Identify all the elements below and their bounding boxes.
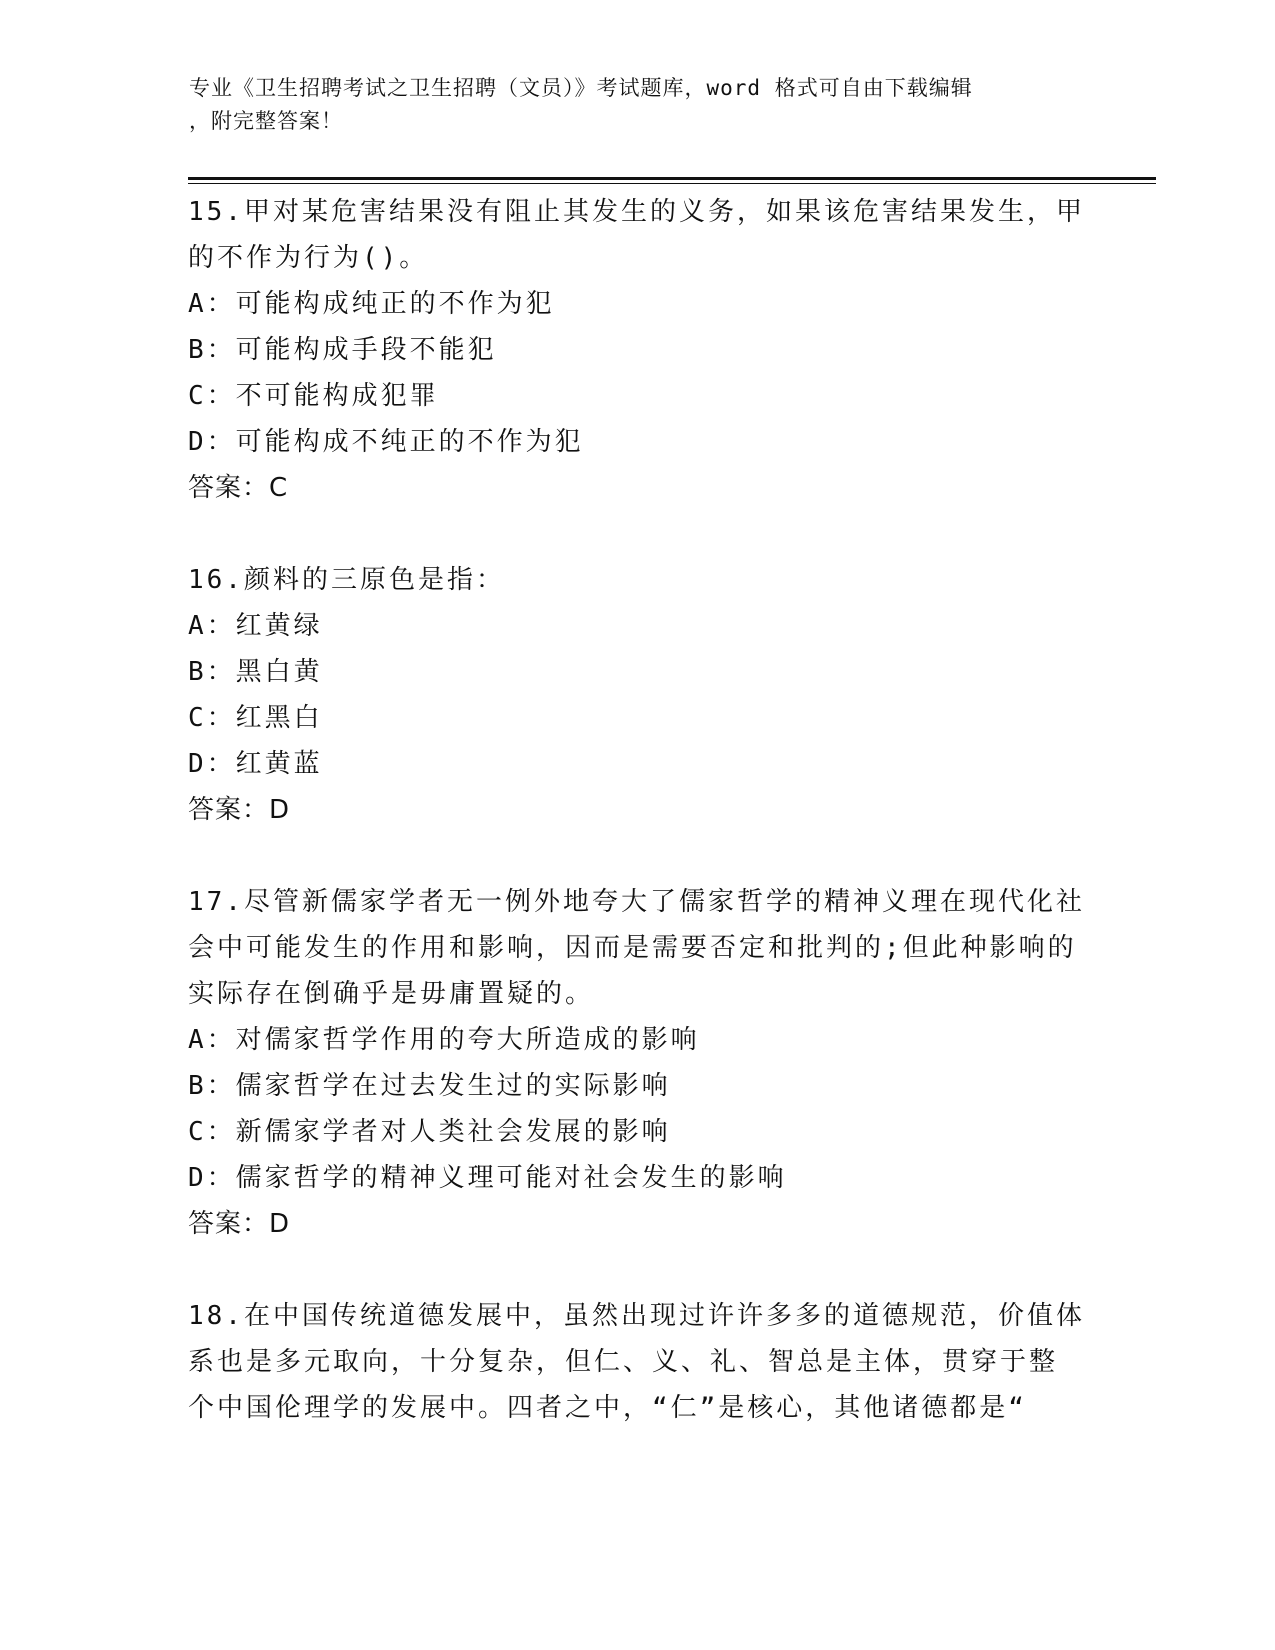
question-17 [188, 879, 1088, 1247]
option-d: D：红黄蓝 [188, 749, 323, 779]
option-b: B：黑白黄 [188, 657, 323, 687]
question-text-line: 15.甲对某危害结果没有阻止其发生的义务，如果该危害结果发生，甲 [188, 197, 1085, 227]
question-text-line: 系也是多元取向，十分复杂，但仁、义、礼、智总是主体，贯穿于整 [188, 1347, 1059, 1377]
page-header [189, 72, 1089, 138]
option-d: D：可能构成不纯正的不作为犯 [188, 427, 584, 457]
option-c: C：新儒家学者对人类社会发展的影响 [188, 1117, 671, 1147]
option-b: B：儒家哲学在过去发生过的实际影响 [188, 1071, 671, 1101]
option-b: B：可能构成手段不能犯 [188, 335, 497, 365]
option-a: A：可能构成纯正的不作为犯 [188, 289, 555, 319]
header-divider-thin [188, 183, 1156, 184]
header-divider-thick [188, 177, 1156, 180]
question-text-line: 17.尽管新儒家学者无一例外地夸大了儒家哲学的精神义理在现代化社 [188, 887, 1085, 917]
option-c: C：红黑白 [188, 703, 323, 733]
question-15 [188, 189, 1088, 511]
question-18 [188, 1293, 1088, 1431]
option-a: A：红黄绿 [188, 611, 323, 641]
question-16 [188, 557, 1088, 833]
header-line-2: ，附完整答案！ [189, 109, 343, 133]
question-list [188, 189, 1088, 1477]
answer-line: 答案：D [188, 795, 291, 825]
question-text-line: 18.在中国传统道德发展中，虽然出现过许许多多的道德规范，价值体 [188, 1301, 1085, 1331]
option-c: C：不可能构成犯罪 [188, 381, 439, 411]
option-a: A：对儒家哲学作用的夸大所造成的影响 [188, 1025, 700, 1055]
option-d: D：儒家哲学的精神义理可能对社会发生的影响 [188, 1163, 787, 1193]
header-line-1: 专业《卫生招聘考试之卫生招聘（文员）》考试题库，word 格式可自由下载编辑 [189, 76, 973, 100]
question-text-line: 会中可能发生的作用和影响，因而是需要否定和批判的;但此种影响的 [188, 933, 1077, 963]
question-text-line: 16.颜料的三原色是指： [188, 565, 505, 595]
question-text-line: 个中国伦理学的发展中。四者之中，“仁”是核心，其他诸德都是“ [188, 1393, 1027, 1423]
question-text-line: 实际存在倒确乎是毋庸置疑的。 [188, 979, 595, 1009]
answer-line: 答案：D [188, 1209, 291, 1239]
question-text-line: 的不作为行为()。 [188, 243, 429, 273]
answer-line: 答案：C [188, 473, 289, 503]
